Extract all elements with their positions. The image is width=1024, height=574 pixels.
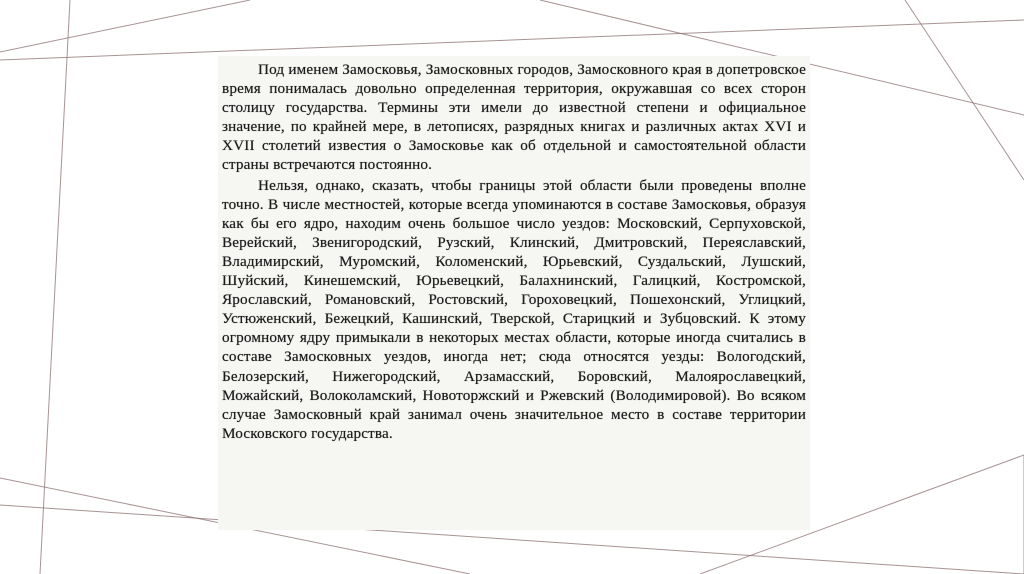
paragraph-1: Под именем Замосковья, Замосковных городов, Замосковного края в допетровское время понималась довольно определенная территория, окружавшая со всех сторон столицу государства. Термины эти имели до известной степени и официальное значение, по крайней мере, в летописях, разрядных книгах и различных актах XVI и XVII столетий известия о Замосковье как об отдельной и самостоятельной области страны встречаются постоянно. [222,61,806,174]
decorative-line [40,0,70,574]
decorative-line [0,0,250,52]
decorative-line [0,20,1024,60]
decorative-line [905,0,1024,180]
scanned-text [222,60,806,443]
paragraph-2: Нельзя, однако, сказать, чтобы границы этой области были проведены вполне точно. В числе местностей, которые всегда упоминаются в составе Замосковья, образуя как бы его ядро, находим очень большое число уездов: Московский, Серпуховской, Верейский, Звенигородский, Рузский, Клинский, Дмитровский, Переяславский, Владимирский, Муромский, Коломенский, Юрьевский, Суздальский, Лушский, Шуйский, Кинешемский, Юрьевецкий, Балахнинский, Галицкий, Костромской, Ярославский, Романовский, Ростовский, Гороховецкий, Пошехонский, Углицкий, Устюженский, Бежецкий, Кашинский, Тверской, Старицкий и Зубцовский. К этому огромному ядру примыкали в некоторых местах области, которые иногда считались в составе Замосковных уездов, иногда нет; сюда относятся уезды: Вологодский, Белозерский, Нижегородский, Арзамасский, Боровский, Малоярославецкий, Можайский, Волоколамский, Новоторжский и Ржевский (Володимировой). Во всяком случае Замосковный край занимал очень значительное место в составе территории Московского государства. [222,176,806,442]
